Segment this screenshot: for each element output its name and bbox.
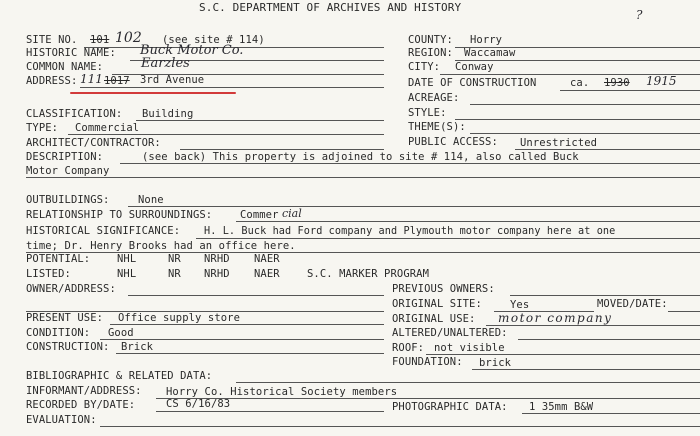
informant-value: Horry Co. Historical Society members	[166, 386, 398, 398]
altered-label: ALTERED/UNALTERED:	[392, 327, 508, 339]
card-title: S.C. DEPARTMENT OF ARCHIVES AND HISTORY	[199, 1, 462, 14]
description-value: (see back) This property is adjoined to site # 114, also called Buck	[142, 151, 579, 163]
description-line2: Motor Company	[26, 165, 110, 177]
present-use-value: Office supply store	[118, 312, 241, 324]
foundation-value: brick	[479, 357, 512, 369]
public-access-value: Unrestricted	[520, 137, 598, 149]
potential-nrhd: NRHD	[204, 253, 230, 265]
region-value: Waccamaw	[464, 47, 516, 59]
date-construction-label: DATE OF CONSTRUCTION	[408, 77, 537, 89]
city-value: Conway	[455, 61, 494, 73]
potential-naer: NAER	[254, 253, 280, 265]
construction-label: CONSTRUCTION:	[26, 341, 110, 353]
recorded-label: RECORDED BY/DATE:	[26, 399, 136, 411]
condition-label: CONDITION:	[26, 327, 91, 339]
previous-owners-label: PREVIOUS OWNERS:	[392, 283, 495, 295]
acreage-label: ACREAGE:	[408, 92, 460, 104]
photo-label: PHOTOGRAPHIC DATA:	[392, 401, 508, 413]
significance-value: H. L. Buck had Ford company and Plymouth motor company here at one	[204, 226, 616, 237]
recorded-value: CS 6/16/83	[166, 398, 231, 410]
relationship-label: RELATIONSHIP TO SURROUNDINGS:	[26, 209, 213, 221]
informant-label: INFORMANT/ADDRESS:	[26, 385, 142, 397]
classification-label: CLASSIFICATION:	[26, 108, 123, 120]
region-label: REGION:	[408, 47, 453, 59]
type-value: Commercial	[75, 122, 140, 134]
county-label: COUNTY:	[408, 34, 453, 46]
significance-line2: time; Dr. Henry Brooks had an office here.	[26, 240, 296, 252]
moved-date-label: MOVED/DATE:	[597, 298, 668, 310]
significance-label: HISTORICAL SIGNIFICANCE:	[26, 225, 181, 237]
address-prefix: 111	[80, 72, 103, 86]
architect-label: ARCHITECT/CONTRACTOR:	[26, 137, 161, 149]
listed-nr: NR	[168, 268, 181, 280]
public-access-label: PUBLIC ACCESS:	[408, 136, 498, 148]
historic-name-label: HISTORIC NAME:	[26, 47, 116, 59]
county-value: Horry	[470, 34, 503, 46]
common-name-value: Earzles	[141, 56, 190, 71]
question-mark: ?	[636, 8, 643, 22]
relationship-value: Commer	[240, 209, 279, 221]
address-label: ADDRESS:	[26, 75, 78, 87]
potential-label: POTENTIAL:	[26, 253, 91, 265]
roof-value: not visible	[434, 342, 505, 354]
condition-value: Good	[108, 327, 134, 339]
evaluation-label: EVALUATION:	[26, 414, 97, 426]
city-label: CITY:	[408, 61, 441, 73]
site-no-value: 102	[115, 30, 142, 46]
address-value: 3rd Avenue	[140, 74, 205, 86]
style-label: STYLE:	[408, 107, 447, 119]
historic-name-value: Buck Motor Co.	[140, 43, 244, 58]
potential-nhl: NHL	[117, 253, 137, 265]
outbuildings-label: OUTBUILDINGS:	[26, 194, 110, 206]
present-use-label: PRESENT USE:	[26, 312, 104, 324]
potential-nr: NR	[168, 253, 181, 265]
site-no-label: SITE NO.	[26, 34, 78, 46]
photo-value: 1 35mm B&W	[529, 401, 594, 413]
relationship-hw: cial	[282, 207, 302, 220]
date-struck: 1930	[604, 77, 630, 89]
original-site-value: Yes	[510, 299, 530, 311]
marker-program-label: S.C. MARKER PROGRAM	[307, 268, 430, 280]
biblio-label: BIBLIOGRAPHIC & RELATED DATA:	[26, 370, 213, 382]
site-no-struck: 101	[90, 34, 110, 46]
date-ca: ca.	[570, 77, 590, 89]
owner-label: OWNER/ADDRESS:	[26, 283, 116, 295]
listed-nhl: NHL	[117, 268, 137, 280]
foundation-label: FOUNDATION:	[392, 356, 463, 368]
construction-value: Brick	[121, 341, 154, 353]
red-underline	[70, 92, 236, 94]
address-struck: 1017	[104, 75, 130, 87]
theme-label: THEME(S):	[408, 121, 466, 133]
listed-label: LISTED:	[26, 268, 71, 280]
date-value: 1915	[646, 74, 677, 88]
description-label: DESCRIPTION:	[26, 151, 104, 163]
outbuildings-value: None	[138, 194, 164, 206]
original-use-label: ORIGINAL USE:	[392, 313, 476, 325]
common-name-label: COMMON NAME:	[26, 61, 104, 73]
type-label: TYPE:	[26, 122, 59, 134]
original-use-value: motor company	[498, 311, 613, 325]
listed-naer: NAER	[254, 268, 280, 280]
original-site-label: ORIGINAL SITE:	[392, 298, 482, 310]
site-no-note: (see site # 114)	[162, 34, 265, 46]
listed-nrhd: NRHD	[204, 268, 230, 280]
roof-label: ROOF:	[392, 342, 425, 354]
classification-value: Building	[142, 108, 194, 120]
